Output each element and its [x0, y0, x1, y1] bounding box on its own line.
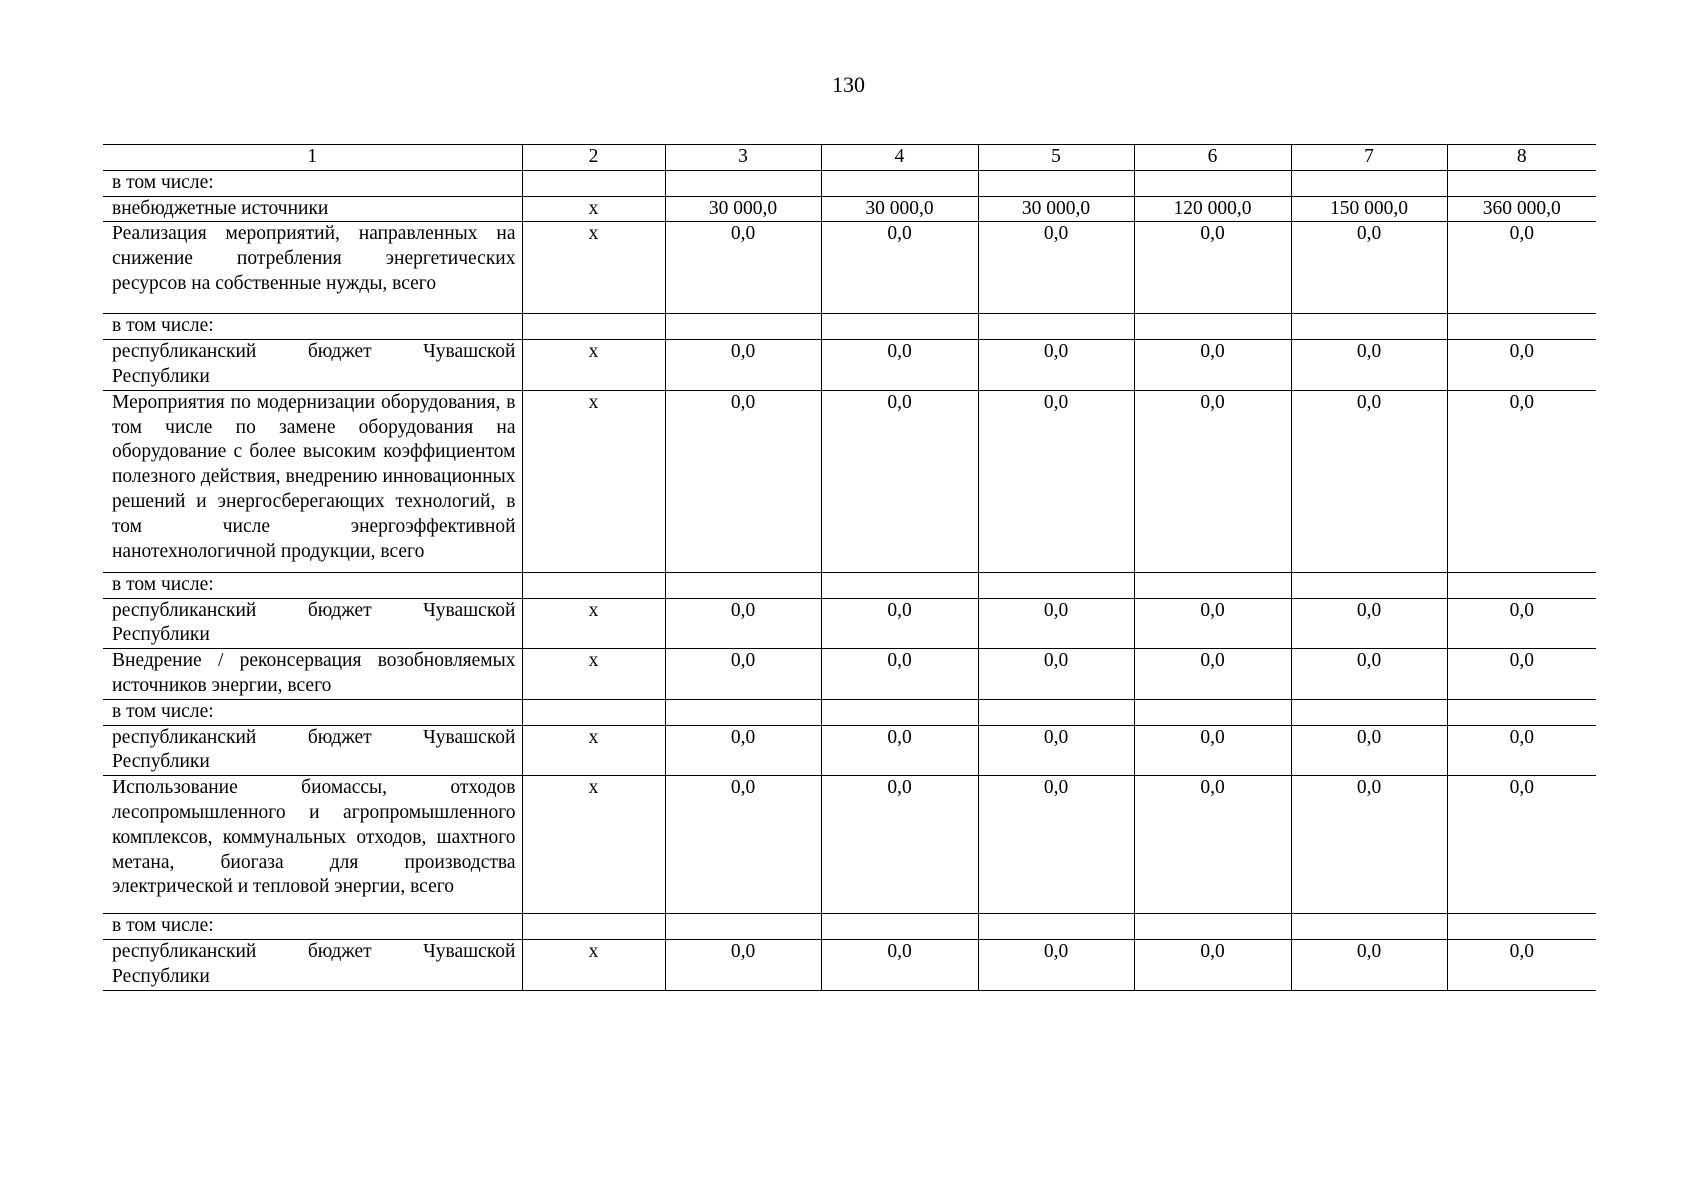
value-cell: 0,0 [665, 222, 821, 314]
value-cell: 0,0 [1447, 390, 1596, 572]
value-cell [978, 914, 1134, 940]
value-cell: 30 000,0 [978, 196, 1134, 222]
row-label: республиканский бюджет Чувашской Республики [103, 598, 522, 649]
value-cell: 150 000,0 [1291, 196, 1447, 222]
value-cell [1291, 914, 1447, 940]
value-cell: 0,0 [978, 649, 1134, 700]
subheading-label: в том числе: [103, 314, 522, 340]
value-cell: 0,0 [665, 649, 821, 700]
value-cell: 120 000,0 [1134, 196, 1291, 222]
row-label: республиканский бюджет Чувашской Республики [103, 939, 522, 990]
value-cell: 0,0 [978, 776, 1134, 914]
value-cell [1134, 572, 1291, 598]
value-cell: 0,0 [821, 776, 978, 914]
value-cell: 0,0 [1447, 598, 1596, 649]
row-label: Мероприятия по модернизации оборудования, в том числе по замене оборудования на оборудование с более высоким коэффициентом полезного действия, внедрению инновационных решений и энергосберегающих технологий, в том числе энергоэффективной нанотехнологичной продукции, всего [103, 390, 522, 572]
value-cell: x [522, 939, 665, 990]
value-cell: 0,0 [665, 725, 821, 776]
value-cell: 0,0 [1447, 725, 1596, 776]
value-cell: x [522, 196, 665, 222]
value-cell: 0,0 [821, 390, 978, 572]
subheading-row [103, 170, 1596, 196]
value-cell [1134, 914, 1291, 940]
value-cell [665, 314, 821, 340]
value-cell: 0,0 [665, 598, 821, 649]
value-cell [1447, 699, 1596, 725]
subheading-row [103, 914, 1596, 940]
value-cell [978, 699, 1134, 725]
value-cell [665, 170, 821, 196]
value-cell [522, 699, 665, 725]
value-cell: 0,0 [821, 222, 978, 314]
value-cell: 0,0 [978, 390, 1134, 572]
value-cell: 0,0 [665, 340, 821, 391]
value-cell: 0,0 [1447, 776, 1596, 914]
value-cell [1447, 914, 1596, 940]
row-label: Использование биомассы, отходов лесопромышленного и агропромышленного комплексов, коммунальных отходов, шахтного метана, биогаза для производства электрической и тепловой энергии, всего [103, 776, 522, 914]
value-cell [821, 314, 978, 340]
value-cell: 0,0 [1447, 222, 1596, 314]
value-cell [978, 314, 1134, 340]
value-cell: x [522, 222, 665, 314]
column-header: 5 [978, 145, 1134, 171]
value-cell: 0,0 [1291, 598, 1447, 649]
subheading-label: в том числе: [103, 170, 522, 196]
value-cell: 0,0 [978, 725, 1134, 776]
value-cell [522, 572, 665, 598]
value-cell: x [522, 649, 665, 700]
table-row [103, 390, 1596, 572]
value-cell: 0,0 [1291, 725, 1447, 776]
value-cell: 0,0 [978, 222, 1134, 314]
value-cell: 0,0 [1291, 222, 1447, 314]
row-label: Реализация мероприятий, направленных на снижение потребления энергетических ресурсов на собственные нужды, всего [103, 222, 522, 314]
value-cell: 0,0 [1134, 390, 1291, 572]
value-cell [821, 699, 978, 725]
column-header: 2 [522, 145, 665, 171]
row-label: внебюджетные источники [103, 196, 522, 222]
value-cell: 0,0 [1291, 939, 1447, 990]
value-cell [1447, 314, 1596, 340]
value-cell [665, 699, 821, 725]
value-cell: 0,0 [821, 340, 978, 391]
value-cell [1291, 170, 1447, 196]
value-cell: 0,0 [665, 390, 821, 572]
value-cell: 30 000,0 [665, 196, 821, 222]
value-cell: 0,0 [1134, 649, 1291, 700]
subheading-row [103, 314, 1596, 340]
value-cell: 0,0 [1291, 340, 1447, 391]
value-cell [1447, 572, 1596, 598]
subheading-label: в том числе: [103, 914, 522, 940]
value-cell: x [522, 390, 665, 572]
table-row [103, 222, 1596, 314]
budget-table [103, 144, 1596, 991]
table-row [103, 939, 1596, 990]
value-cell: 0,0 [665, 939, 821, 990]
value-cell [665, 572, 821, 598]
value-cell: 360 000,0 [1447, 196, 1596, 222]
value-cell: 0,0 [1291, 776, 1447, 914]
table-row [103, 340, 1596, 391]
value-cell [821, 914, 978, 940]
value-cell: 0,0 [1134, 222, 1291, 314]
value-cell: 0,0 [1291, 390, 1447, 572]
table-row [103, 598, 1596, 649]
value-cell [1447, 170, 1596, 196]
value-cell: x [522, 598, 665, 649]
row-label: республиканский бюджет Чувашской Республики [103, 725, 522, 776]
table-row [103, 649, 1596, 700]
column-header: 1 [103, 145, 522, 171]
value-cell [1291, 314, 1447, 340]
subheading-label: в том числе: [103, 699, 522, 725]
value-cell: 0,0 [1447, 939, 1596, 990]
table-row [103, 725, 1596, 776]
table-header-row [103, 145, 1596, 171]
value-cell [522, 170, 665, 196]
value-cell: x [522, 340, 665, 391]
value-cell: 0,0 [821, 939, 978, 990]
value-cell [1291, 699, 1447, 725]
value-cell: 0,0 [665, 776, 821, 914]
value-cell [1134, 314, 1291, 340]
value-cell: x [522, 776, 665, 914]
subheading-label: в том числе: [103, 572, 522, 598]
value-cell: 0,0 [1447, 649, 1596, 700]
value-cell: 0,0 [1291, 649, 1447, 700]
value-cell [821, 572, 978, 598]
column-header: 4 [821, 145, 978, 171]
value-cell: 0,0 [1134, 776, 1291, 914]
value-cell [978, 572, 1134, 598]
value-cell: 0,0 [821, 598, 978, 649]
value-cell [821, 170, 978, 196]
table-row [103, 196, 1596, 222]
subheading-row [103, 699, 1596, 725]
page-number: 130 [832, 72, 865, 97]
value-cell: 0,0 [1134, 340, 1291, 391]
value-cell: 0,0 [821, 649, 978, 700]
value-cell: 30 000,0 [821, 196, 978, 222]
column-header: 6 [1134, 145, 1291, 171]
value-cell: 0,0 [978, 340, 1134, 391]
row-label: Внедрение / реконсервация возобновляемых источников энергии, всего [103, 649, 522, 700]
value-cell: 0,0 [978, 598, 1134, 649]
value-cell [1134, 699, 1291, 725]
row-label: республиканский бюджет Чувашской Республики [103, 340, 522, 391]
value-cell [1291, 572, 1447, 598]
table-row [103, 776, 1596, 914]
value-cell: 0,0 [1134, 939, 1291, 990]
value-cell [978, 170, 1134, 196]
value-cell [522, 314, 665, 340]
column-header: 3 [665, 145, 821, 171]
value-cell: 0,0 [1447, 340, 1596, 391]
value-cell [522, 914, 665, 940]
value-cell: x [522, 725, 665, 776]
value-cell: 0,0 [1134, 725, 1291, 776]
value-cell [1134, 170, 1291, 196]
subheading-row [103, 572, 1596, 598]
column-header: 7 [1291, 145, 1447, 171]
value-cell: 0,0 [1134, 598, 1291, 649]
value-cell [665, 914, 821, 940]
value-cell: 0,0 [821, 725, 978, 776]
column-header: 8 [1447, 145, 1596, 171]
value-cell: 0,0 [978, 939, 1134, 990]
